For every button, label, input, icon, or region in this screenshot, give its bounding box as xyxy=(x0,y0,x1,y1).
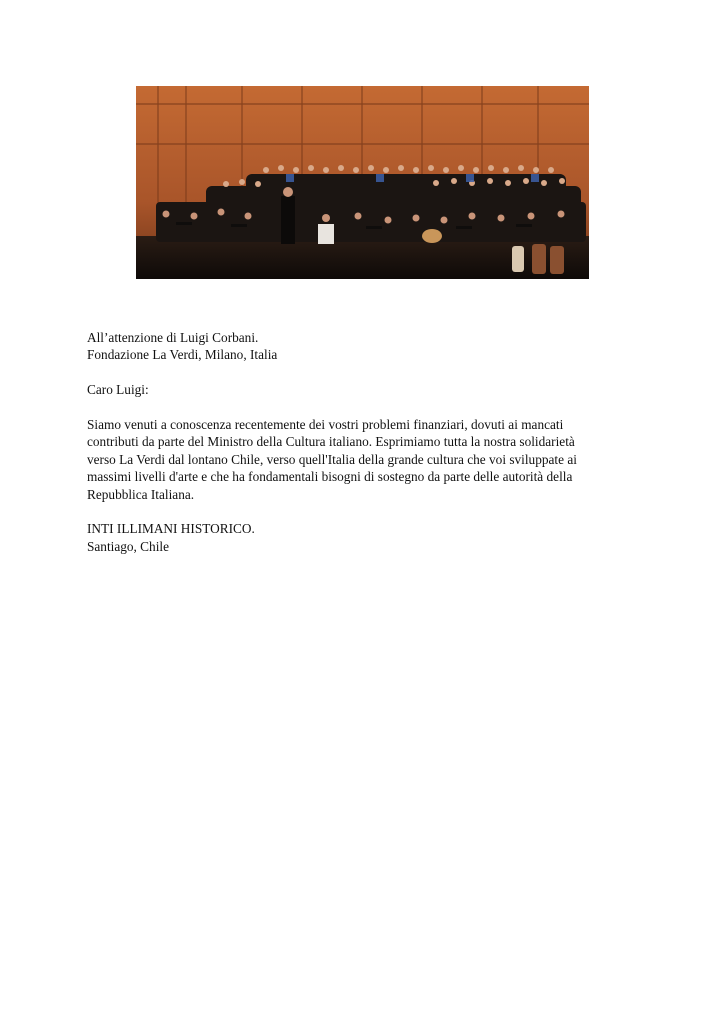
body-line: contributi da parte del Ministro della Cultura italiano. Esprimiamo tutta la nostra solidarietà xyxy=(87,434,575,450)
body-line: massimi livelli d'arte e che ha fondamentali bisogni di sostegno da parte delle autorità della xyxy=(87,469,573,485)
concert-photo xyxy=(136,86,589,279)
letter-body xyxy=(87,329,647,555)
body-line: Repubblica Italiana. xyxy=(87,486,195,502)
salutation: Caro Luigi: xyxy=(87,382,149,398)
body-line: Siamo venuti a conoscenza recentemente dei vostri problemi finanziari, dovuti ai mancati xyxy=(87,417,564,432)
signature: INTI ILLIMANI HISTORICO. xyxy=(87,521,255,537)
recipient-line: All’attenzione di Luigi Corbani. xyxy=(87,330,259,345)
organization-line: Fondazione La Verdi, Milano, Italia xyxy=(87,347,278,363)
signature-location: Santiago, Chile xyxy=(87,538,169,554)
concert-photo-illustration xyxy=(136,86,589,279)
body-line: verso La Verdi dal lontano Chile, verso quell'Italia della grande cultura che voi sviluppate ai xyxy=(87,451,577,467)
